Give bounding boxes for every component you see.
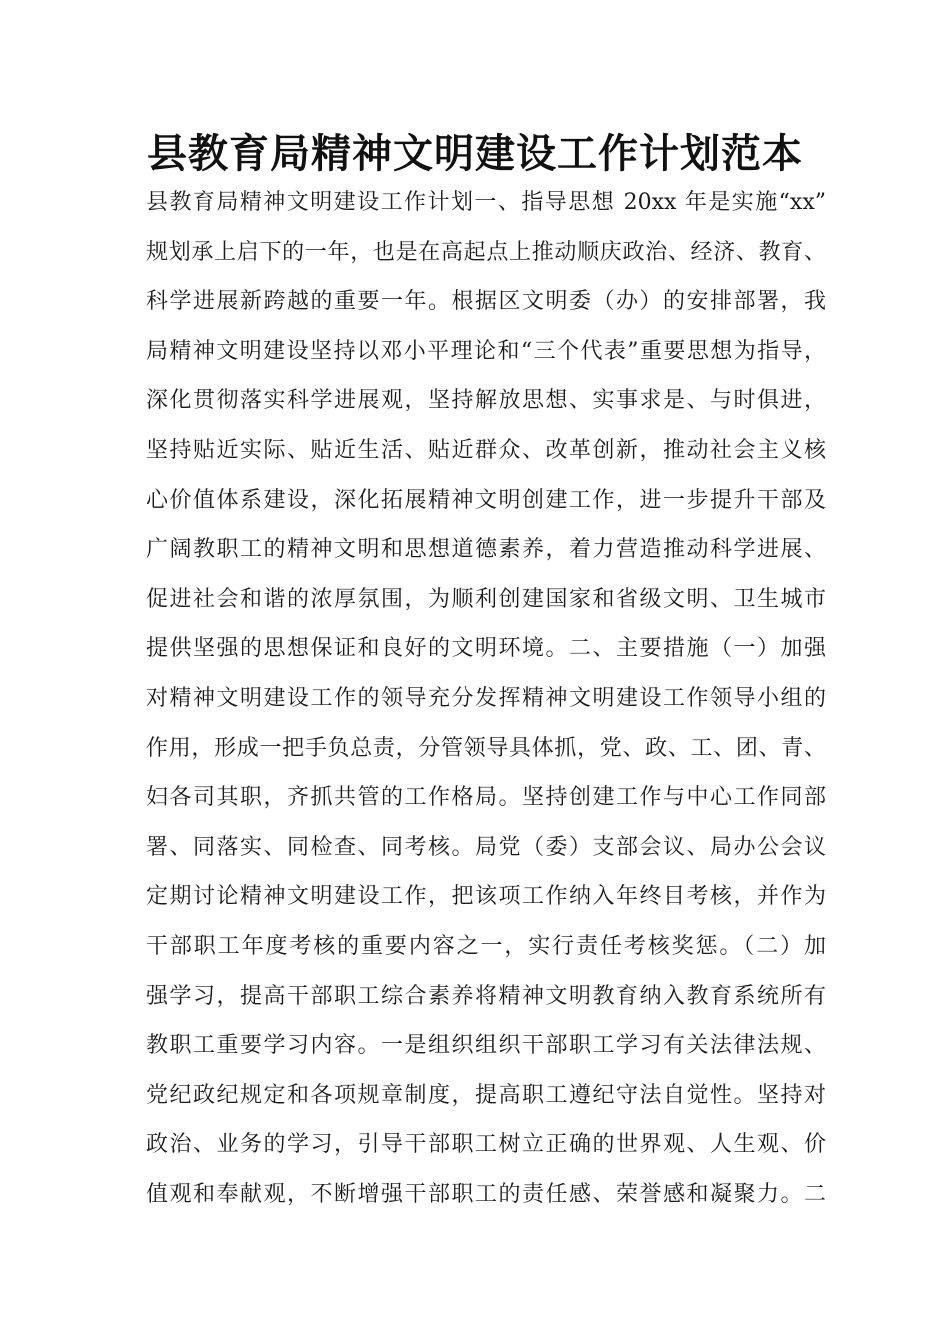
body-line: 提供坚强的思想保证和良好的文明环境。二、主要措施（一）加强 xyxy=(146,636,826,662)
body-line: 县教育局精神文明建设工作计划一、指导思想 20xx 年是实施“xx” xyxy=(146,190,826,215)
body-line: 妇各司其职，齐抓共管的工作格局。坚持创建工作与中心工作同部 xyxy=(146,785,826,811)
body-line: 党纪政纪规定和各项规章制度，提高职工遵纪守法自觉性。坚持对 xyxy=(146,1082,826,1108)
body-line: 定期讨论精神文明建设工作，把该项工作纳入年终目考核，并作为 xyxy=(146,884,826,910)
body-line: 心价值体系建设，深化拓展精神文明创建工作，进一步提升干部及 xyxy=(146,487,826,513)
body-line: 作用，形成一把手负总责，分管领导具体抓，党、政、工、团、青、 xyxy=(146,735,826,761)
body-line: 强学习，提高干部职工综合素养将精神文明教育纳入教育系统所有 xyxy=(146,983,826,1009)
body-line: 局精神文明建设坚持以邓小平理论和“三个代表”重要思想为指导， xyxy=(146,338,826,364)
document-title: 县教育局精神文明建设工作计划范本 xyxy=(147,131,803,177)
body-line: 科学进展新跨越的重要一年。根据区文明委（办）的安排部署，我 xyxy=(146,289,826,315)
body-line: 坚持贴近实际、贴近生活、贴近群众、改革创新，推动社会主义核 xyxy=(146,437,826,463)
body-line: 对精神文明建设工作的领导充分发挥精神文明建设工作领导小组的 xyxy=(146,685,826,711)
document-body xyxy=(146,178,826,1219)
body-line: 广阔教职工的精神文明和思想道德素养，着力营造推动科学进展、 xyxy=(146,537,826,563)
body-line: 深化贯彻落实科学进展观，坚持解放思想、实事求是、与时俱进， xyxy=(146,388,826,414)
body-line: 值观和奉献观，不断增强干部职工的责任感、荣誉感和凝聚力。二 xyxy=(146,1181,826,1207)
body-line: 规划承上启下的一年，也是在高起点上推动顺庆政治、经济、教育、 xyxy=(146,239,826,265)
body-line: 教职工重要学习内容。一是组织组织干部职工学习有关法律法规、 xyxy=(146,1033,826,1059)
body-line: 署、同落实、同检查、同考核。局党（委）支部会议、局办公会议 xyxy=(146,834,826,860)
body-line: 政治、业务的学习，引导干部职工树立正确的世界观、人生观、价 xyxy=(146,1132,826,1158)
body-line: 促进社会和谐的浓厚氛围，为顺利创建国家和省级文明、卫生城市 xyxy=(146,586,826,612)
body-line: 干部职工年度考核的重要内容之一，实行责任考核奖惩。（二）加 xyxy=(146,933,826,959)
